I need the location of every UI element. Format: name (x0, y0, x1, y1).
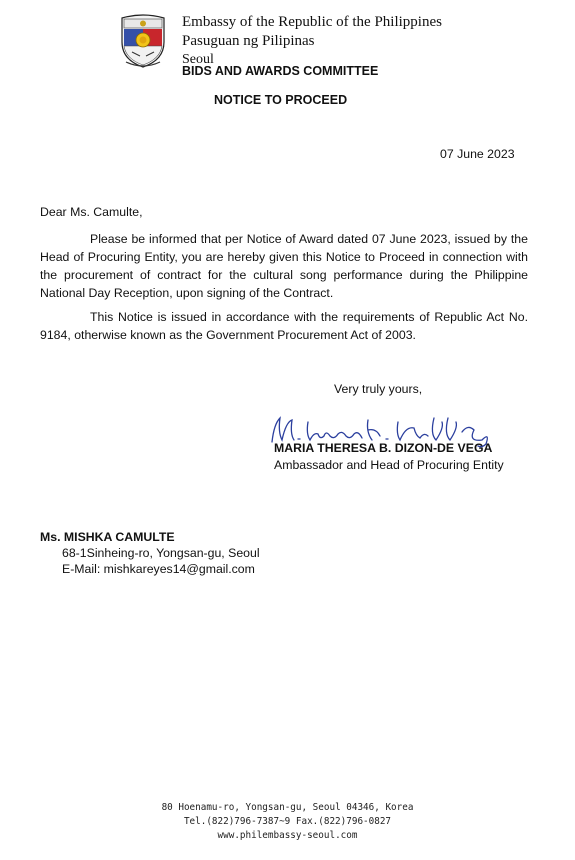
recipient-name: Ms. MISHKA CAMULTE (40, 530, 175, 544)
body-paragraph-1: Please be informed that per Notice of Award dated 07 June 2023, issued by the Head of Procuring Entity, you are hereby given this Notice to Proceed in connection with the procurement of contract for the cultural song performance during the Philippine National Day Reception, upon signing of the Contract. (40, 232, 528, 300)
salutation: Dear Ms. Camulte, (40, 205, 143, 219)
philippine-coat-of-arms-icon (118, 12, 168, 68)
recipient-address: 68-1Sinheing-ro, Yongsan-gu, Seoul (62, 546, 260, 560)
footer-website: www.philembassy-seoul.com (217, 830, 358, 841)
document-title: NOTICE TO PROCEED (214, 93, 348, 107)
closing: Very truly yours, (334, 382, 423, 396)
embassy-name: Embassy of the Republic of the Philippines (182, 14, 442, 30)
footer-address: 80 Hoenamu-ro, Yongsan-gu, Seoul 04346, Korea (161, 802, 414, 813)
recipient-email: E-Mail: mishkareyes14@gmail.com (62, 562, 255, 576)
committee-heading: BIDS AND AWARDS COMMITTEE (182, 64, 379, 78)
signatory-name: MARIA THERESA B. DIZON-DE VEGA (274, 441, 493, 455)
footer-phone: Tel.(822)796-7387~9 Fax.(822)796-0827 (183, 816, 392, 827)
embassy-name-filipino: Pasuguan ng Pilipinas (182, 33, 315, 49)
signatory-title: Ambassador and Head of Procuring Entity (274, 458, 504, 472)
embassy-city: Seoul (182, 52, 214, 67)
body-paragraph-2: This Notice is issued in accordance with the requirements of Republic Act No. 9184, otherwise known as the Government Procurement Act of 2003. (40, 310, 528, 342)
letter-date: 07 June 2023 (440, 147, 515, 161)
